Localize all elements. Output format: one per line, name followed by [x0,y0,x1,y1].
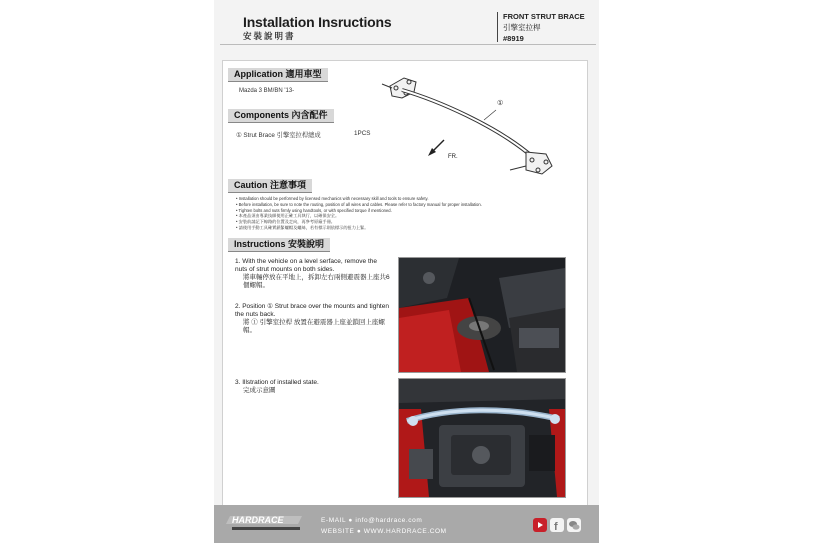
part-number: #8919 [503,34,524,43]
svg-text:f: f [554,521,558,532]
direction-arrow [428,140,444,156]
diagram-callout: ① [497,100,504,107]
caution-heading: Caution 注意事項 [228,179,312,193]
photo-installed-state [398,378,566,498]
header-rule [220,44,596,45]
caution-line: • Before installation, be sure to note the routing, position of all wires and cables. Please refer to factory manual for proper installation. [236,201,482,207]
instruction-step-3 [235,379,391,395]
wechat-icon[interactable] [567,518,581,532]
product-info [503,11,585,44]
caution-line: • 安裝前請記下線路的位置及走向，再參考原廠手冊。 [236,219,335,225]
instruction-step-2 [235,303,391,335]
youtube-icon[interactable] [533,518,547,532]
photo-installed-state-art [399,379,565,497]
step-text-en: 3. Illstration of installed state. [235,379,319,386]
instruction-step-1 [235,258,391,290]
step-text-cn: 將 ① 引擎室拉桿 放置在避震器上座並鎖回上座螺帽。 [243,319,385,334]
caution-line: • 本產品須由專業技師使用正確工具執行，以確保安全。 [236,213,340,219]
footer-website[interactable]: WEBSITE ● WWW.HARDRACE.COM [321,528,447,535]
step-text-cn: 完成示意圖 [243,387,276,394]
instructions-heading: Instructions 安裝說明 [228,238,330,252]
component-qty: 1PCS [354,130,371,137]
photo-strut-mount-art [399,258,565,372]
caution-line: • Installation should be performed by licensed mechanics with necessary skill and tools to ensure safety. [236,196,429,201]
footer-email[interactable]: E-MAIL ● info@hardrace.com [321,517,423,524]
application-heading: Application 適用車型 [228,68,328,82]
document-title: Installation Insructions [243,14,392,30]
product-name-cn: 引擎室拉桿 [503,23,541,32]
facebook-icon[interactable] [550,518,564,532]
caution-list [236,196,496,231]
hardrace-logo [226,512,306,534]
direction-label: FR. [448,154,458,160]
components-heading: Components 內含配件 [228,109,334,123]
product-name: FRONT STRUT BRACE [503,12,585,21]
component-item: ① Strut Brace 引擎室拉桿總成 [236,132,321,139]
strut-brace-drawing [382,78,552,174]
footer-contact [321,515,447,537]
document-subtitle: 安裝說明書 [243,31,296,41]
caution-line: • 請使用手動工具確實鎖緊螺帽及螺絲，若有標示則依標示的扭力上緊。 [236,224,369,230]
photo-strut-mount [398,257,566,373]
step-text-cn: 將車輛停放在平地上，拆卸左右兩側避震器上座共6個螺帽。 [243,274,390,289]
strut-brace-diagram [376,70,576,185]
step-text-en: 1. With the vehicle on a level serface, remove the nuts of strut mounts on both sides. [235,258,377,273]
footer-brand: HARDRACE [232,515,284,525]
step-text-en: 2. Position ① Strut brace over the mounts and tighten the nuts back. [235,303,389,318]
caution-line: • Tighten bolts and nuts firmly using handtools, or with specified torque if mentioned. [236,207,392,213]
header-divider [497,12,498,42]
hardrace-logo-art [226,512,306,534]
application-vehicle: Mazda 3 BM/BN '13- [239,88,295,94]
